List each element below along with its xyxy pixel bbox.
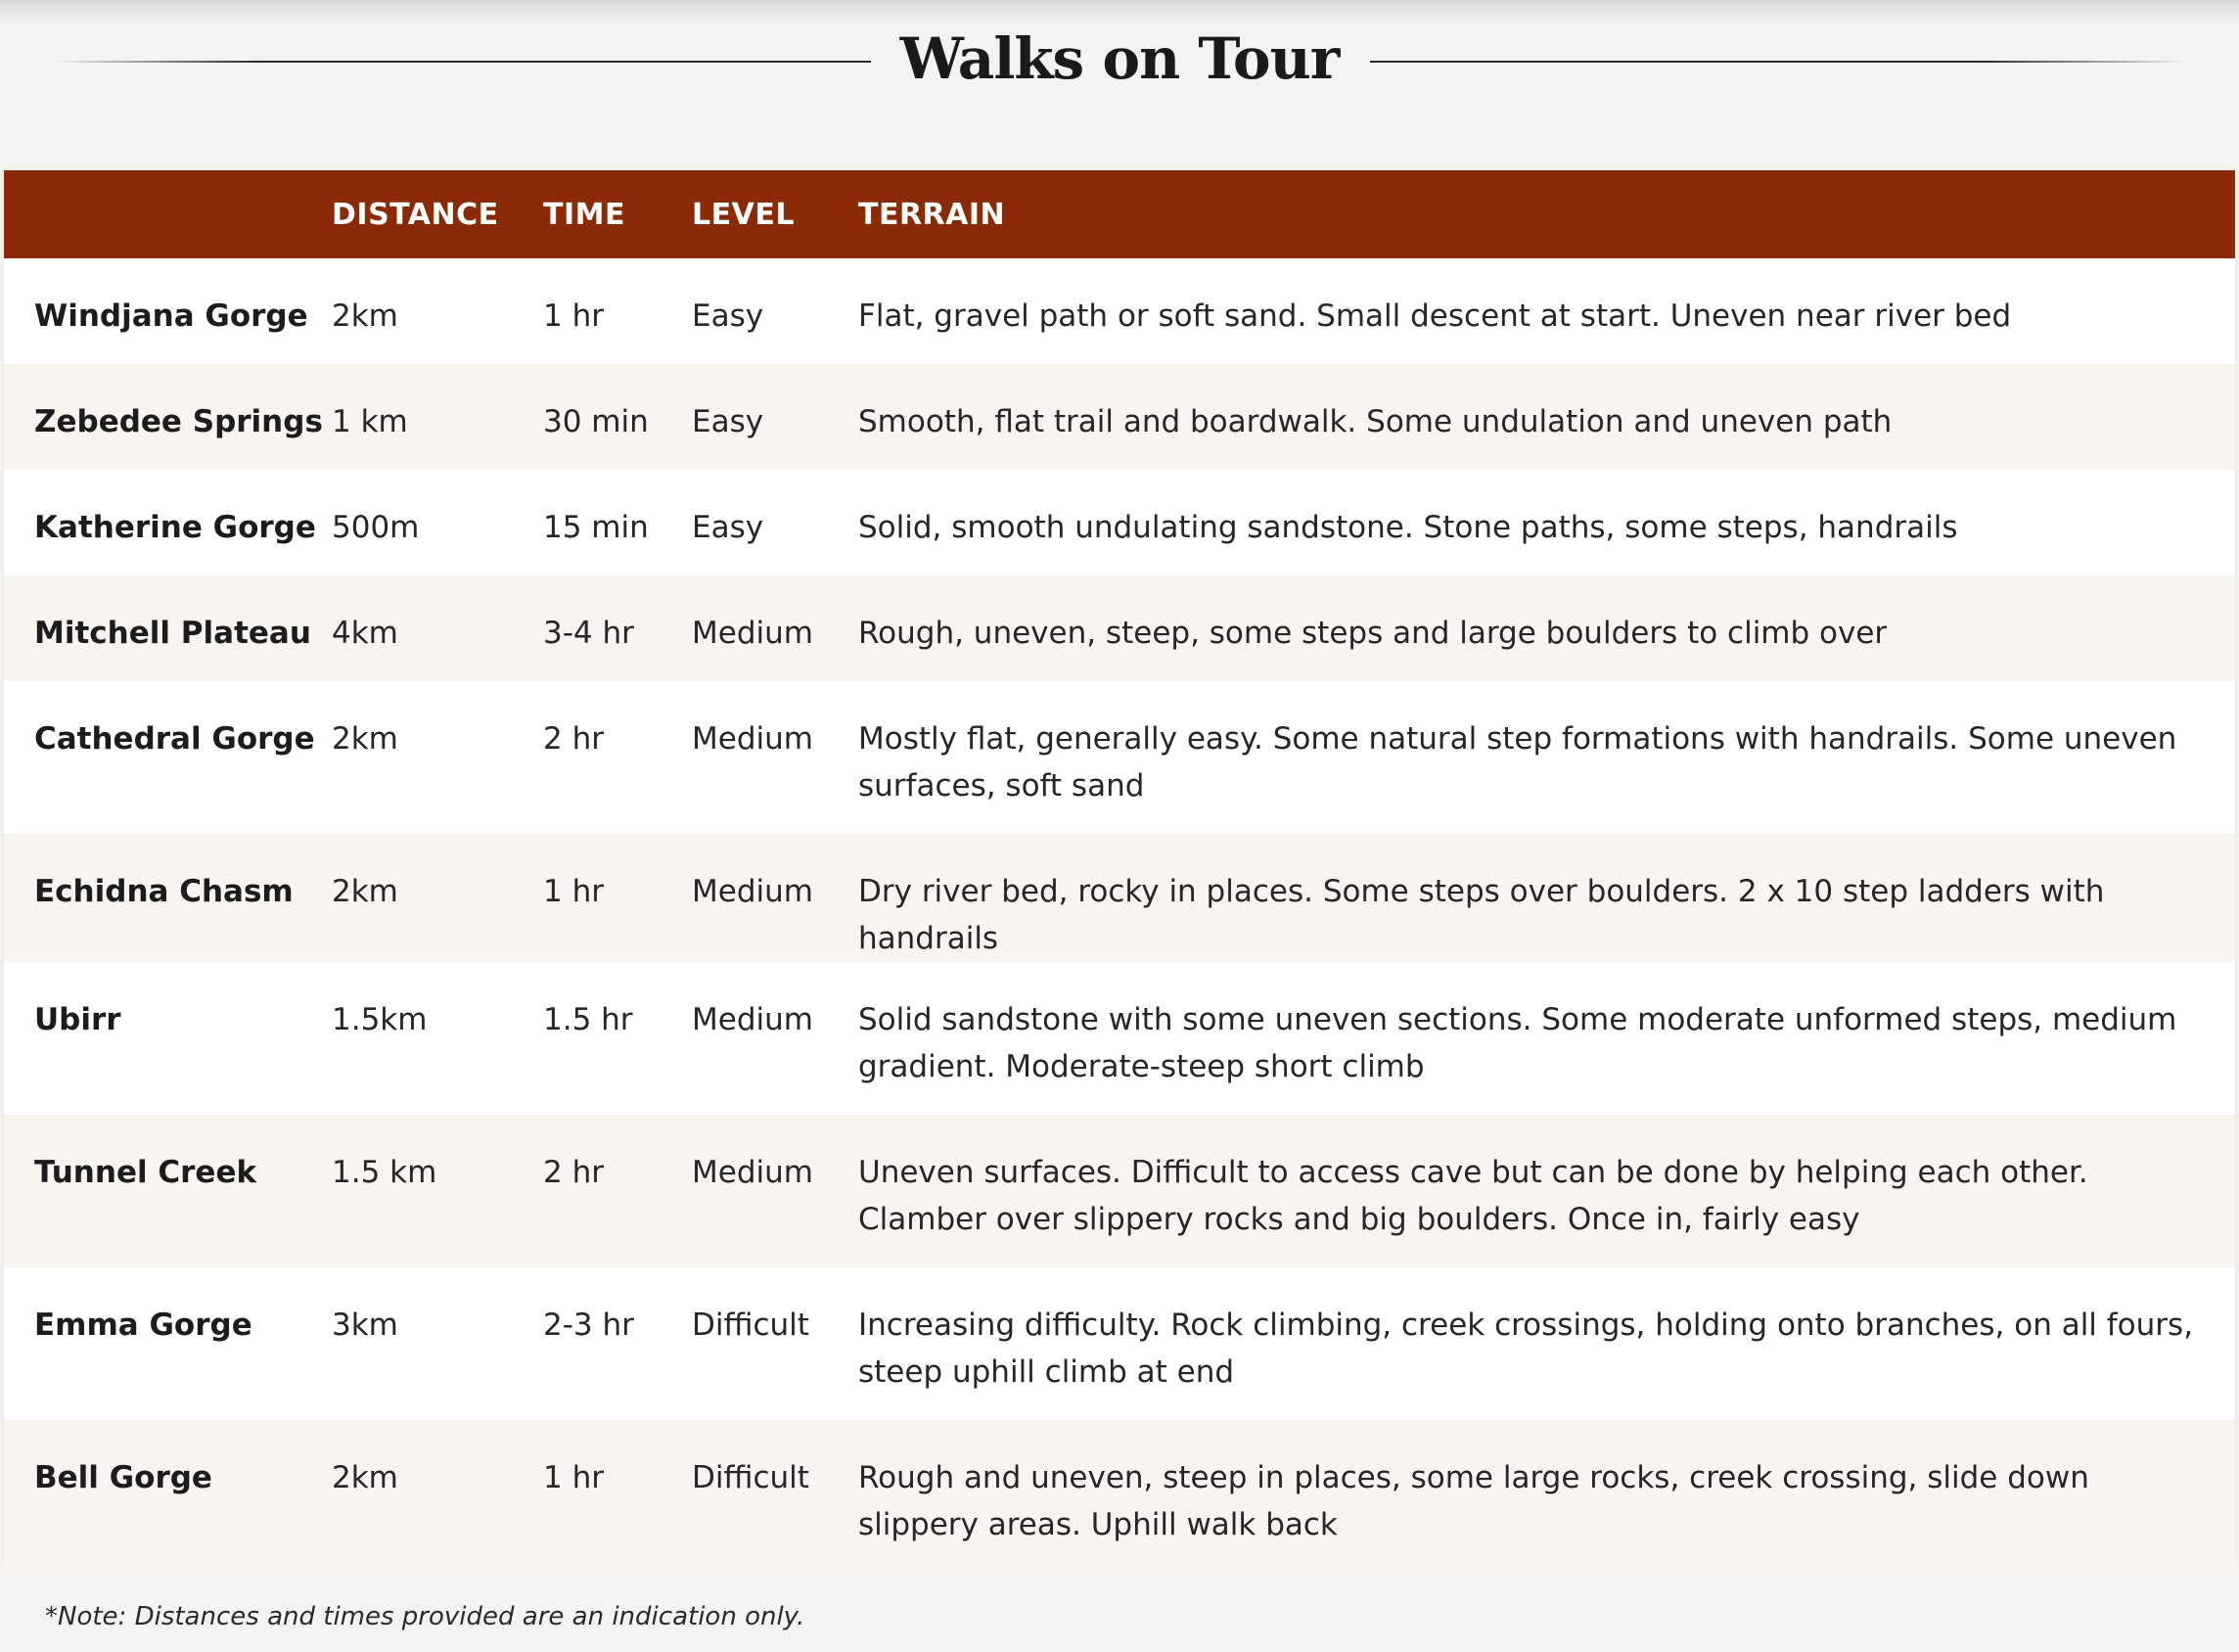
- table-row: [4, 470, 2235, 575]
- walk-distance: 500m: [332, 510, 420, 545]
- header-distance: DISTANCE: [332, 197, 499, 232]
- walk-terrain: Rough, uneven, steep, some steps and large boulders to climb over: [858, 616, 1888, 651]
- walk-terrain: Mostly flat, generally easy. Some natural step formations with handrails. Some uneven surfaces, soft sand: [858, 721, 2177, 803]
- walk-terrain: Rough and uneven, steep in places, some large rocks, creek crossing, slide down slippery areas. Uphill walk back: [858, 1460, 2089, 1542]
- walk-time: 2-3 hr: [543, 1308, 634, 1343]
- walk-level: Medium: [692, 721, 813, 757]
- walk-distance: 1 km: [332, 404, 408, 439]
- header-time: TIME: [543, 197, 625, 232]
- walk-distance: 3km: [332, 1308, 398, 1343]
- walk-terrain: Solid sandstone with some uneven sections. Some moderate unformed steps, medium gradient. Moderate-steep short climb: [858, 1002, 2177, 1084]
- walk-time: 1 hr: [543, 298, 604, 334]
- header-level: LEVEL: [692, 197, 795, 232]
- walk-level: Medium: [692, 874, 813, 909]
- walk-name: Windjana Gorge: [34, 298, 308, 334]
- walk-level: Easy: [692, 298, 764, 334]
- walk-terrain: Increasing difficulty. Rock climbing, creek crossings, holding onto branches, on all fours, steep uphill climb at end: [858, 1308, 2194, 1390]
- walk-distance: 1.5km: [332, 1002, 428, 1037]
- walk-level: Medium: [692, 616, 813, 651]
- walks-table: [4, 170, 2235, 1573]
- section-heading: [0, 20, 2239, 108]
- walk-time: 30 min: [543, 404, 649, 439]
- walk-level: Easy: [692, 510, 764, 545]
- walk-time: 1 hr: [543, 874, 604, 909]
- table-row: [4, 962, 2235, 1115]
- walk-name: Bell Gorge: [34, 1460, 212, 1495]
- walk-time: 3-4 hr: [543, 616, 634, 651]
- table-row: [4, 681, 2235, 834]
- walk-distance: 2km: [332, 874, 398, 909]
- footnote: *Note: Distances and times provided are an indication only.: [45, 1602, 805, 1631]
- table-row: [4, 364, 2235, 470]
- walk-level: Difficult: [692, 1308, 809, 1343]
- walk-name: Katherine Gorge: [34, 510, 316, 545]
- walk-level: Easy: [692, 404, 764, 439]
- walks-table-container: [4, 170, 2235, 1556]
- header-walk: [4, 170, 332, 258]
- table-row: [4, 258, 2235, 364]
- page-title: Walks on Tour: [899, 25, 1340, 92]
- walk-time: 1.5 hr: [543, 1002, 633, 1037]
- walk-terrain: Solid, smooth undulating sandstone. Stone paths, some steps, handrails: [858, 510, 1958, 545]
- walk-time: 15 min: [543, 510, 649, 545]
- walk-time: 1 hr: [543, 1460, 604, 1495]
- walk-level: Medium: [692, 1002, 813, 1037]
- walk-name: Echidna Chasm: [34, 874, 294, 909]
- table-header-row: [4, 170, 2235, 258]
- walk-level: Medium: [692, 1155, 813, 1190]
- walk-name: Zebedee Springs: [34, 404, 323, 439]
- heading-rule-right: [1370, 61, 2187, 63]
- walk-name: Emma Gorge: [34, 1308, 252, 1343]
- walk-terrain: Smooth, flat trail and boardwalk. Some undulation and uneven path: [858, 404, 1893, 439]
- table-row: [4, 1420, 2235, 1573]
- walk-distance: 2km: [332, 721, 398, 757]
- walk-time: 2 hr: [543, 721, 604, 757]
- table-row: [4, 575, 2235, 681]
- table-row: [4, 834, 2235, 962]
- walk-name: Mitchell Plateau: [34, 616, 311, 651]
- header-terrain: TERRAIN: [858, 197, 1006, 232]
- walk-distance: 2km: [332, 298, 398, 334]
- table-row: [4, 1115, 2235, 1267]
- walk-name: Ubirr: [34, 1002, 121, 1037]
- walk-terrain: Dry river bed, rocky in places. Some steps over boulders. 2 x 10 step ladders with handrails: [858, 874, 2105, 956]
- walk-time: 2 hr: [543, 1155, 604, 1190]
- walk-terrain: Uneven surfaces. Difficult to access cave but can be done by helping each other. Clamber over slippery rocks and big boulders. Once in, fairly easy: [858, 1155, 2088, 1237]
- walk-distance: 2km: [332, 1460, 398, 1495]
- table-row: [4, 1267, 2235, 1420]
- walk-terrain: Flat, gravel path or soft sand. Small descent at start. Uneven near river bed: [858, 298, 2012, 334]
- walk-distance: 1.5 km: [332, 1155, 437, 1190]
- walk-name: Cathedral Gorge: [34, 721, 315, 757]
- walk-name: Tunnel Creek: [34, 1155, 257, 1190]
- walk-distance: 4km: [332, 616, 398, 651]
- walk-level: Difficult: [692, 1460, 809, 1495]
